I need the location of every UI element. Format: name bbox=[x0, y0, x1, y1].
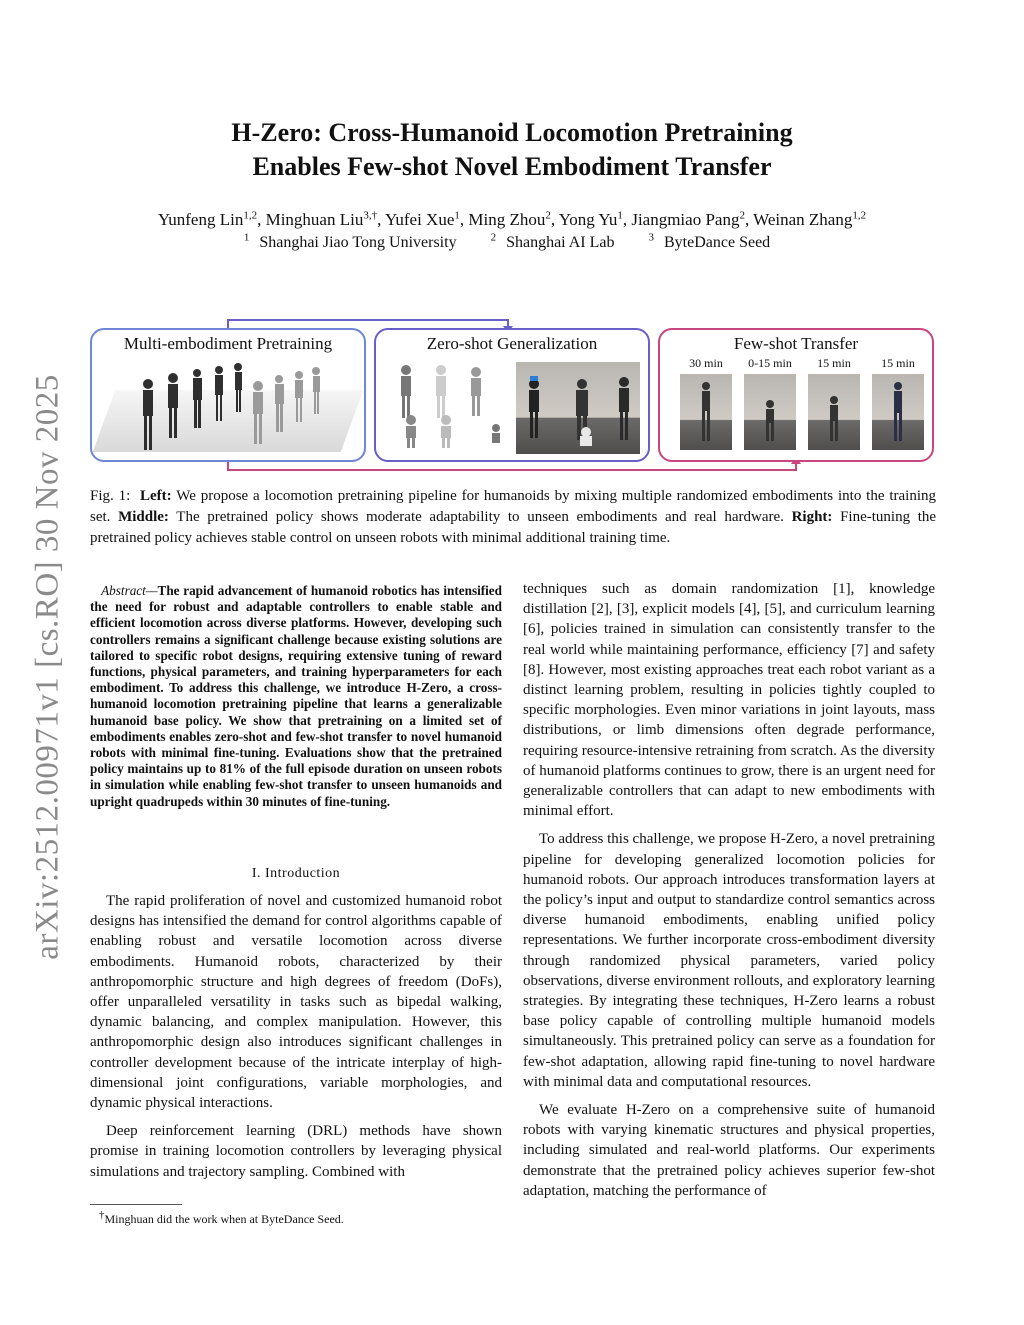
footnote-divider bbox=[90, 1204, 182, 1205]
simulated-robots-image bbox=[386, 362, 514, 452]
left-column-body bbox=[90, 891, 502, 1190]
transfer-photo-1 bbox=[680, 374, 732, 450]
panel-label: Few-shot Transfer bbox=[733, 334, 859, 353]
footnote bbox=[90, 1209, 502, 1227]
footnote-text: Minghuan did the work when at ByteDance Seed. bbox=[104, 1212, 344, 1226]
panel-multi-embodiment bbox=[90, 328, 366, 462]
author: Yunfeng Lin$^{1,2}$ bbox=[157, 209, 258, 229]
caption-left-label: Left: bbox=[140, 488, 172, 504]
abstract bbox=[90, 583, 502, 810]
real-robot-photo bbox=[516, 362, 640, 454]
author: Yufei Xue$^1$ bbox=[384, 209, 460, 229]
paragraph: To address this challenge, we propose H-Zero, a novel pretraining pipeline for developing generalized locomotion policies for humanoid robots. Our approach introduces transformation layers at the policy’s input and output to standardize control semantics across diverse humanoid embodiments, enabling unified policy representations. We further incorporate cross-embodiment diversity through randomized physical parameters, varied policy observations, diverse environment rollouts, and exploratory learning strategies. By integrating these techniques, H-Zero learns a robust base policy capable of controlling multiple humanoid models simultaneously. This pretrained policy can serve as a foundation for few-shot adaptation, allowing rapid fine-tuning to novel hardware with minimal data and computational resources. bbox=[523, 831, 935, 1090]
transfer-photo-4 bbox=[872, 374, 924, 450]
panel-zero-shot bbox=[374, 328, 650, 462]
paragraph: Deep reinforcement learning (DRL) methods have shown promise in training locomotion controllers by leveraging physical simulations and trajectory sampling. Combined with bbox=[90, 1123, 502, 1180]
tile-time-label: 15 min bbox=[817, 356, 851, 370]
abstract-label: Abstract— bbox=[101, 583, 158, 598]
author: Weinan Zhang$^{1,2}$ bbox=[753, 209, 867, 229]
paragraph: techniques such as domain randomization [1], knowledge distillation [2], [3], explicit models [4], [5], and curriculum learning [6], policies trained in simulation can consistently transfer to the real world while maintaining performance, efficiency [7] and safety [8]. However, most existing approaches treat each robot variant as a distinct learning problem, resulting in policies tightly coupled to specific morphologies. Even minor variations in joint layouts, mass distributions, or limb dimensions often degrade performance, requiring resource-intensive retraining from scratch. As the diversity of humanoid platforms continues to grow, there is an urgent need for generalizable controllers that can adapt to new embodiments with minimal effort. bbox=[523, 581, 935, 820]
caption-prefix: Fig. 1: bbox=[90, 488, 131, 504]
affiliation: $^3$ ByteDance Seed bbox=[648, 231, 771, 251]
paragraph: We evaluate H-Zero on a comprehensive suite of humanoid robots with varying kinematic structures and physical properties, including simulated and real-world platforms. Our experiments demonstrate that the pretrained policy achieves superior few-shot adaptation, matching the performance of bbox=[523, 1102, 935, 1199]
author: Minghuan Liu$^{3,\dagger}$ bbox=[265, 209, 378, 229]
affiliation: $^2$ Shanghai AI Lab bbox=[490, 231, 615, 251]
real-robots-image bbox=[516, 362, 640, 454]
author-list: Yunfeng Lin$^{1,2}$, Minghuan Liu$^{3,\dagger}$, Yufei Xue$^1$, Ming Zhou$^2$, Yong Yu$^1$, Jiangmiao Pang$^2$, Weinan Zhang$^{1,2}$ bbox=[157, 209, 867, 229]
abstract-text: The rapid advancement of humanoid robotics has intensified the need for robust and adaptable controllers to enable stable and efficient locomotion across diverse platforms. However, developing such controllers remains a significant challenge because existing solutions are tailored to specific robot designs, requiring extensive tuning of reward functions, physical parameters, and training hyperparameters for each embodiment. To address this challenge, we introduce H-Zero, a cross-humanoid locomotion pretraining pipeline that learns a generalizable humanoid base policy. We show that pretraining on a limited set of embodiments enables zero-shot and few-shot transfer to novel humanoid robots with minimal fine-tuning. Evaluations show that the pretrained policy maintains up to 81% of the full episode duration on unseen robots in simulation while enabling few-shot transfer to unseen humanoids and upright quadrupeds within 30 minutes of fine-tuning. bbox=[90, 583, 502, 809]
title-line-2: Enables Few-shot Novel Embodiment Transfer bbox=[252, 152, 772, 181]
panel-label: Multi-embodiment Pretraining bbox=[123, 334, 333, 353]
figure-caption bbox=[90, 486, 936, 549]
section-heading: I. Introduction bbox=[251, 866, 341, 881]
tile-time-label: 0-15 min bbox=[748, 356, 792, 370]
tile-time-label: 30 min bbox=[689, 356, 723, 370]
caption-right-label: Right: bbox=[791, 509, 833, 525]
author: Ming Zhou$^2$ bbox=[468, 209, 551, 229]
panel-label: Zero-shot Generalization bbox=[426, 334, 598, 353]
panel-few-shot bbox=[658, 328, 934, 462]
robot-crowd-image bbox=[122, 360, 352, 460]
title-line-1: H-Zero: Cross-Humanoid Locomotion Pretraining bbox=[231, 118, 793, 147]
author: Jiangmiao Pang$^2$ bbox=[631, 209, 745, 229]
arxiv-identifier-text: arXiv:2512.00971v1 [cs.RO] 30 Nov 2025 bbox=[29, 374, 66, 960]
author: Yong Yu$^1$ bbox=[558, 209, 623, 229]
tile-time-label: 15 min bbox=[881, 356, 915, 370]
transfer-photo-2 bbox=[744, 374, 796, 450]
caption-left-text: We propose a locomotion pretraining pipeline for humanoids by mixing multiple randomized embodiments into the training set. bbox=[90, 488, 937, 525]
caption-right-text: Fine-tuning the pretrained policy achieves stable control on unseen robots with minimal additional training time. bbox=[90, 509, 937, 546]
caption-middle-text: The pretrained policy shows moderate adaptability to unseen embodiments and real hardware. bbox=[176, 509, 784, 525]
caption-middle-label: Middle: bbox=[118, 509, 169, 525]
right-column-body bbox=[523, 579, 935, 1209]
transfer-photo-3 bbox=[808, 374, 860, 450]
affiliation: $^1$ Shanghai Jiao Tong University bbox=[243, 231, 457, 251]
paragraph: The rapid proliferation of novel and customized humanoid robot designs has intensified the demand for control algorithms capable of enabling robust and versatile locomotion across diverse embodiments. Humanoid robots, characterized by their anthropomorphic structure and high degrees of freedom (DoFs), offer unparalleled versatility in tasks such as bipedal walking, dynamic balancing, and complex manipulation. However, this anthropomorphic design also introduces significant challenges in controller development because of the intricate interplay of high-dimensional joint configurations, variable morphologies, and dynamic physical interactions. bbox=[90, 893, 502, 1112]
footnote-mark: † bbox=[99, 1209, 105, 1221]
